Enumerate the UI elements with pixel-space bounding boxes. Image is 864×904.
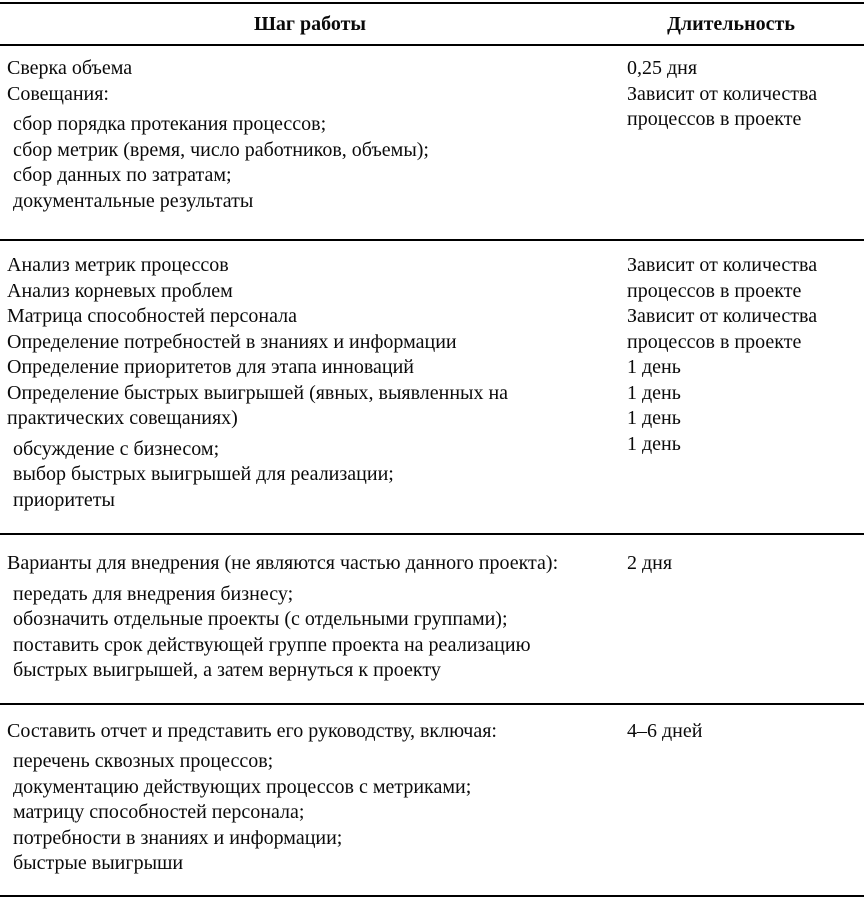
step-cell — [0, 253, 620, 513]
step-line: Определение потребностей в знаниях и информации — [7, 330, 457, 353]
table-section — [0, 533, 864, 703]
step-line: Матрица способностей персонала — [7, 305, 298, 327]
step-line: Анализ корневых проблем — [7, 279, 233, 302]
duration-line: Зависит от количества — [627, 82, 818, 105]
column-header-step: Шаг работы — [253, 12, 367, 35]
sub-step-line: документальные результаты — [13, 189, 254, 212]
step-line: Определение быстрых выигрышей (явных, выявленных на — [7, 381, 509, 404]
table-section — [0, 703, 864, 895]
step-cell — [0, 719, 620, 877]
step-line: практических совещаниях) — [7, 407, 238, 429]
sub-step-line: обозначить отдельные проекты (с отдельными группами); — [13, 608, 508, 630]
duration-line: процессов в проекте — [627, 279, 802, 302]
duration-line: 2 дня — [627, 552, 673, 574]
duration-line: процессов в проекте — [627, 330, 802, 353]
sub-step-line: приоритеты — [13, 488, 115, 511]
duration-line: 0,25 дня — [627, 57, 698, 79]
column-header-duration: Длительность — [667, 12, 795, 35]
sub-step-list — [7, 582, 620, 684]
step-cell — [0, 551, 620, 684]
table-header-row — [0, 4, 864, 46]
sub-step-line: матрицу способностей персонала; — [13, 801, 305, 823]
sub-step-list — [7, 437, 620, 514]
step-line: Составить отчет и представить его руководству, включая: — [7, 719, 497, 742]
sub-step-line: быстрых выигрышей, а затем вернуться к проекту — [13, 659, 441, 681]
sub-step-line: обсуждение с бизнесом; — [13, 437, 220, 460]
table-section — [0, 239, 864, 533]
sub-step-line: сбор метрик (время, число работников, объемы); — [13, 138, 429, 161]
work-steps-table — [0, 2, 864, 897]
sub-step-line: перечень сквозных процессов; — [13, 750, 274, 772]
duration-line: 1 день — [627, 381, 681, 404]
duration-line: Зависит от количества — [627, 305, 818, 327]
duration-line: 1 день — [627, 407, 681, 429]
sub-step-line: выбор быстрых выигрышей для реализации; — [13, 463, 394, 485]
sub-step-line: поставить срок действующей группе проекта на реализацию — [13, 633, 531, 656]
step-line: Сверка объема — [7, 57, 133, 79]
duration-line: Зависит от количества — [627, 254, 818, 276]
step-line: Совещания: — [7, 82, 109, 105]
duration-line: 1 день — [627, 432, 681, 455]
table-section — [0, 46, 864, 239]
sub-step-line: быстрые выигрыши — [13, 852, 184, 874]
step-line: Анализ метрик процессов — [7, 254, 229, 276]
sub-step-line: документацию действующих процессов с метриками; — [13, 775, 472, 798]
duration-line: 1 день — [627, 356, 681, 378]
sub-step-line: сбор порядка протекания процессов; — [13, 113, 327, 135]
duration-cell — [620, 551, 857, 684]
duration-cell — [620, 253, 857, 513]
sub-step-line: потребности в знаниях и информации; — [13, 826, 343, 849]
sub-step-list — [7, 749, 620, 877]
step-line: Варианты для внедрения (не являются частью данного проекта): — [7, 552, 559, 574]
duration-cell — [620, 56, 857, 214]
step-cell — [0, 56, 620, 214]
sub-step-line: сбор данных по затратам; — [13, 164, 232, 186]
sub-step-list — [7, 112, 620, 214]
duration-cell — [620, 719, 857, 877]
step-line: Определение приоритетов для этапа инноваций — [7, 356, 414, 378]
duration-line: процессов в проекте — [627, 108, 802, 130]
sub-step-line: передать для внедрения бизнесу; — [13, 582, 294, 605]
duration-line: 4–6 дней — [627, 719, 703, 742]
